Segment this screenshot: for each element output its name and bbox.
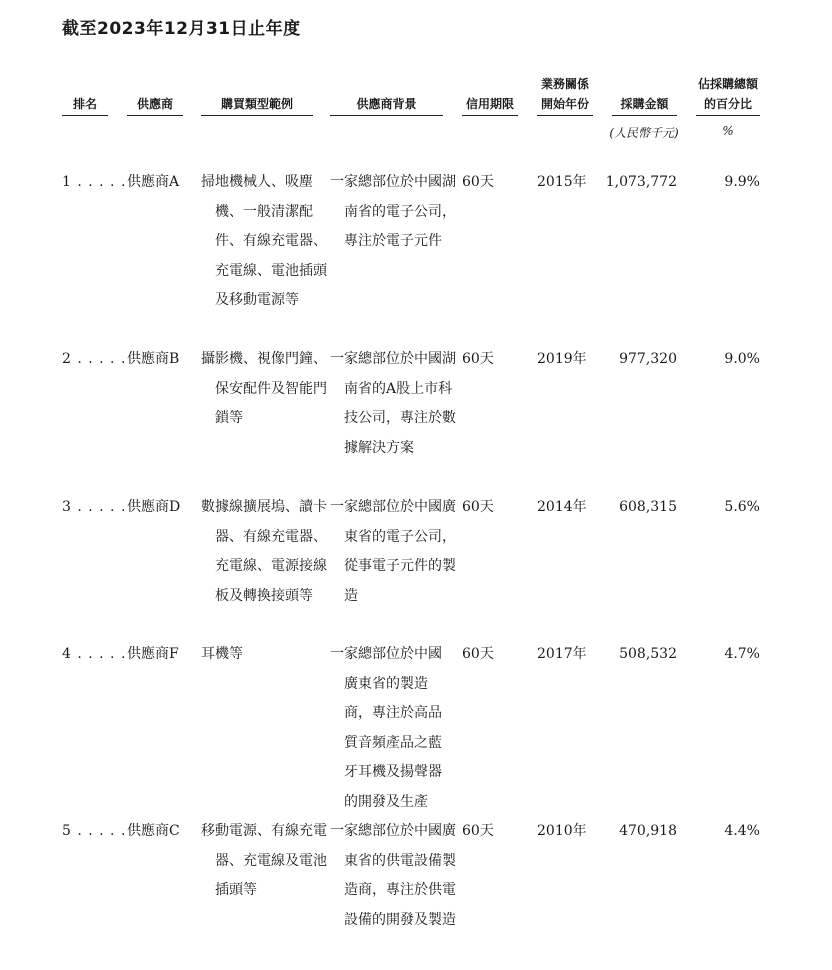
row-4-amount: 508,532 [619, 646, 677, 662]
row-3-supplier: 供應商D [127, 499, 181, 515]
row-5-year: 2010年 [537, 823, 587, 839]
row-3-percentage: 5.6% [724, 499, 760, 515]
row-3-rank: 3 . . . . . [62, 499, 127, 515]
row-4-year: 2017年 [537, 646, 587, 662]
row-3-credit-term: 60天 [462, 499, 494, 515]
row-2-credit-term: 60天 [462, 351, 494, 367]
header-supplier: 供應商 [127, 94, 183, 116]
row-4-percentage: 4.7% [724, 646, 760, 662]
row-2-percentage: 9.0% [724, 351, 760, 367]
row-1-credit-term: 60天 [462, 174, 494, 190]
row-3-year: 2014年 [537, 499, 587, 515]
row-2-amount: 977,320 [619, 351, 677, 367]
row-2-supplier: 供應商B [127, 351, 180, 367]
row-1-percentage: 9.9% [724, 174, 760, 190]
header-background: 供應商背景 [330, 94, 443, 116]
header-percentage: 佔採購總額 的百分比 [696, 74, 760, 116]
row-3-product-type: 數據線擴展塢、讀卡器、有線充電器、充電線、電源接線板及轉換接頭等 [201, 499, 327, 604]
row-2-background: 一家總部位於中國湖南省的A股上市科技公司，專注於數據解決方案 [330, 351, 456, 456]
row-1-supplier: 供應商A [127, 174, 180, 190]
row-4-rank: 4 . . . . . [62, 646, 127, 662]
header-credit-term: 信用期限 [462, 94, 518, 116]
percentage-unit: % [722, 124, 734, 138]
row-4-background: 一家總部位於中國廣東省的製造商，專注於高品質音頻產品之藍牙耳機及揚聲器的開發及生產 [330, 646, 442, 810]
row-5-amount: 470,918 [619, 823, 677, 839]
header-relation-year: 業務關係 開始年份 [537, 74, 593, 116]
row-1-year: 2015年 [537, 174, 587, 190]
row-4-credit-term: 60天 [462, 646, 494, 662]
header-product-type: 購買類型範例 [201, 94, 313, 116]
row-2-year: 2019年 [537, 351, 587, 367]
row-5-supplier: 供應商C [127, 823, 180, 839]
row-3-background: 一家總部位於中國廣東省的電子公司，從事電子元件的製造 [330, 499, 456, 604]
header-rank: 排名 [62, 94, 108, 116]
page-title: 截至2023年12月31日止年度 [62, 19, 301, 39]
row-4-product-type: 耳機等 [201, 646, 243, 662]
row-3-amount: 608,315 [619, 499, 677, 515]
row-5-product-type: 移動電源、有線充電器、充電線及電池插頭等 [201, 823, 327, 898]
row-5-credit-term: 60天 [462, 823, 494, 839]
row-2-product-type: 攝影機、視像門鐘、保安配件及智能門鎖等 [201, 351, 327, 426]
row-1-amount: 1,073,772 [605, 174, 677, 190]
row-5-rank: 5 . . . . . [62, 823, 127, 839]
header-amount: 採購金額 [612, 94, 677, 116]
row-5-percentage: 4.4% [724, 823, 760, 839]
row-4-supplier: 供應商F [127, 646, 179, 662]
row-5-background: 一家總部位於中國廣東省的供電設備製造商，專注於供電設備的開發及製造 [330, 823, 456, 928]
row-1-product-type: 掃地機械人、吸塵機、一般清潔配件、有線充電器、充電線、電池插頭及移動電源等 [201, 174, 327, 308]
row-1-background: 一家總部位於中國湖南省的電子公司，專注於電子元件 [330, 174, 456, 249]
row-1-rank: 1 . . . . . [62, 174, 127, 190]
amount-unit: (人民幣千元) [609, 126, 679, 140]
row-2-rank: 2 . . . . . [62, 351, 127, 367]
